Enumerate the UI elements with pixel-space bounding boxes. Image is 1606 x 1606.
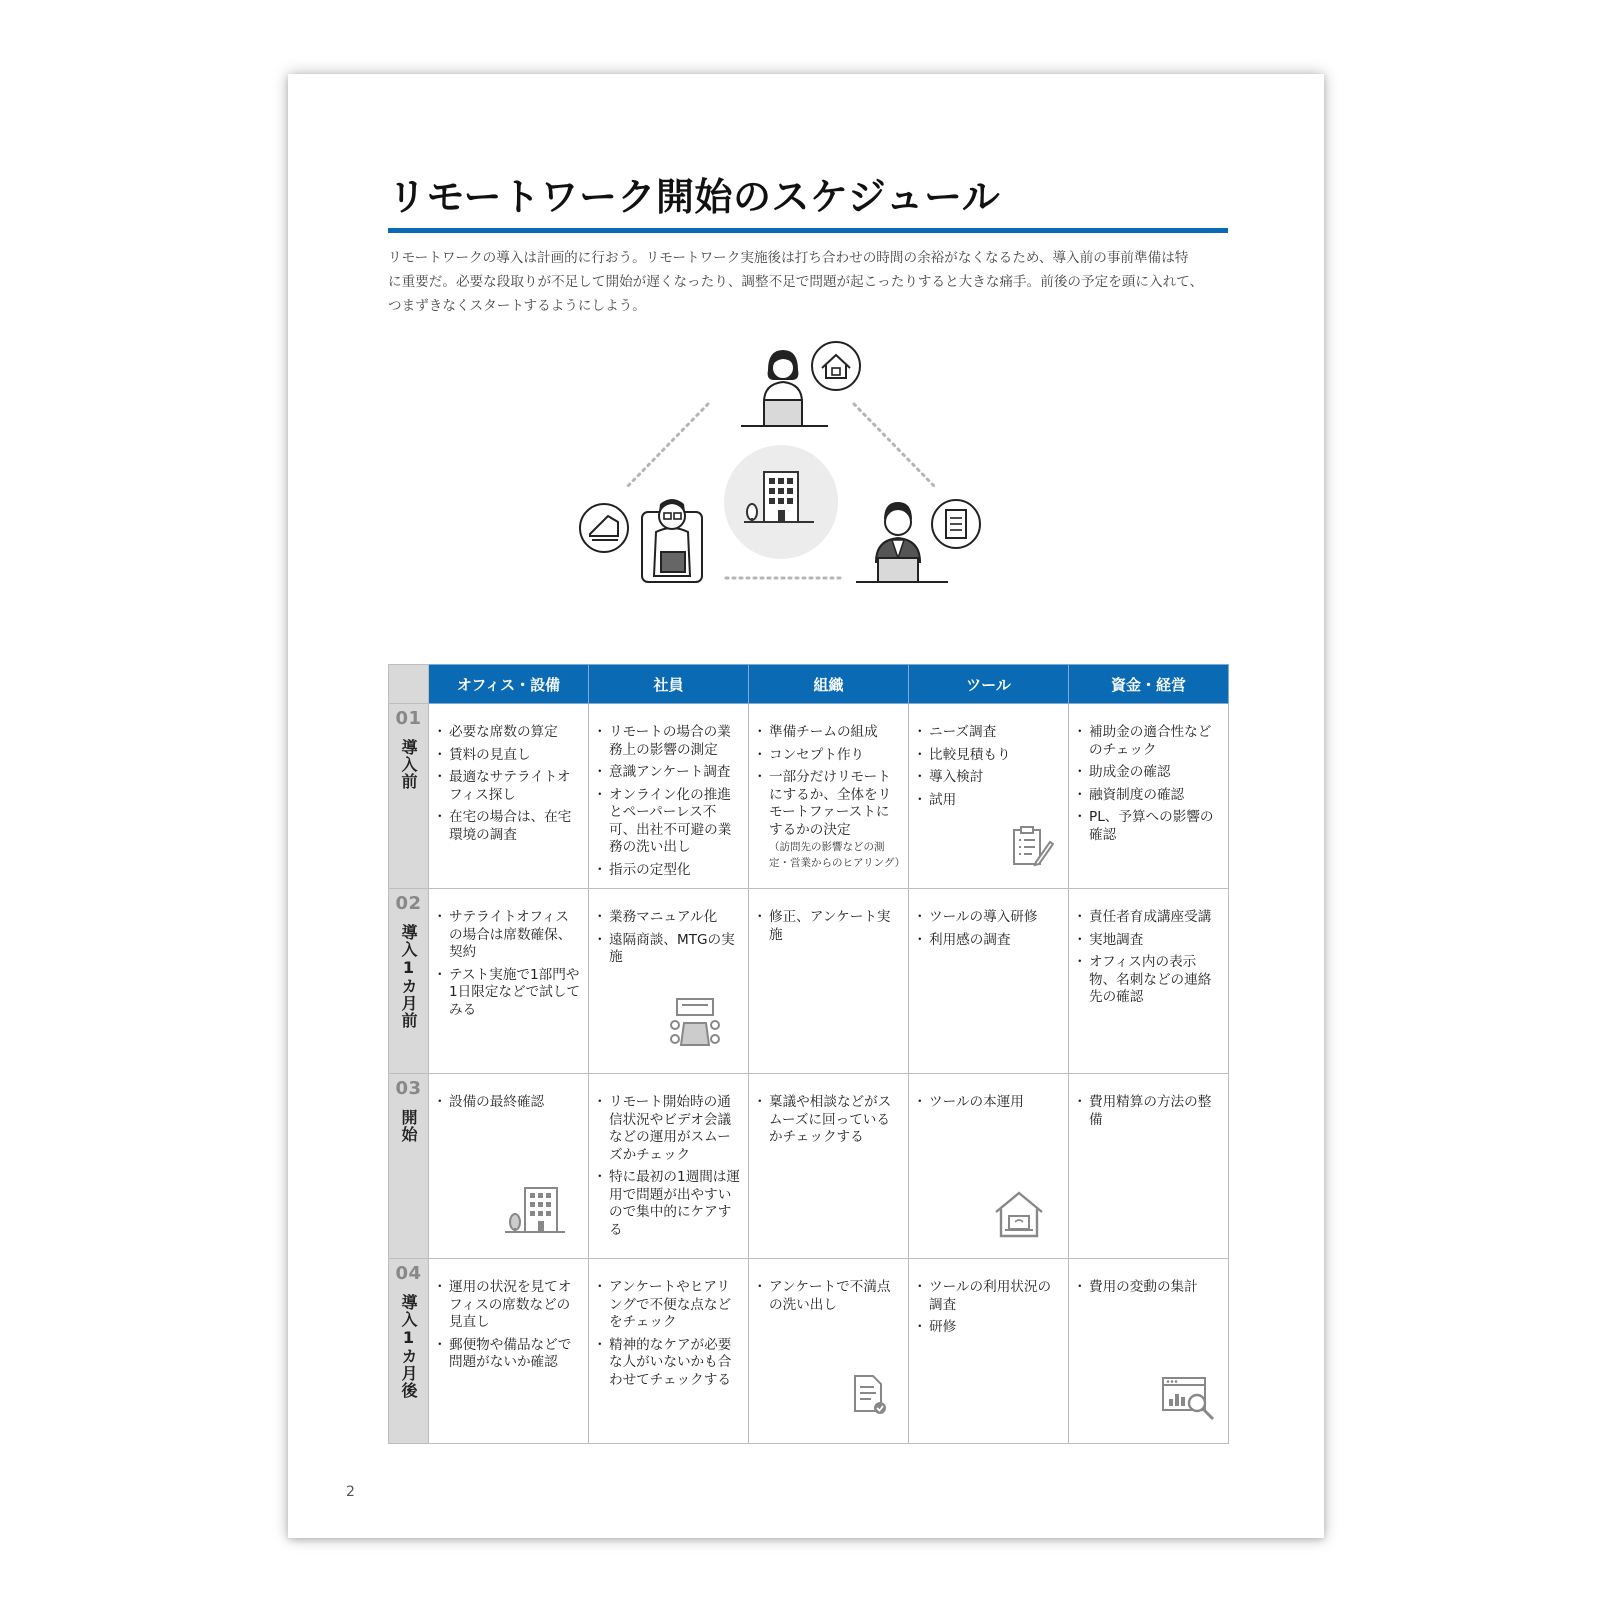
clipboard-checklist-icon <box>1008 824 1054 874</box>
phase-number: 04 <box>395 1263 422 1284</box>
cell-tools <box>909 1259 1069 1444</box>
column-header-tools: ツール <box>909 665 1069 704</box>
task-list <box>1069 1259 1228 1297</box>
phase-number: 01 <box>395 708 422 729</box>
task-text: 助成金の確認 <box>1089 764 1171 780</box>
phase-name: 導入1カ月前 <box>399 924 418 1029</box>
cell-finance <box>1069 1259 1229 1444</box>
task-text: 準備チームの組成 <box>769 724 878 740</box>
train-icon <box>580 504 628 552</box>
phase-label-cell <box>389 1259 429 1444</box>
task-item <box>919 724 1060 742</box>
task-item <box>599 1169 740 1239</box>
task-item <box>439 1337 580 1372</box>
task-text: 指示の定型化 <box>609 861 691 878</box>
task-item <box>759 769 906 871</box>
task-item <box>1079 1279 1220 1297</box>
task-text: 費用精算の方法の整備 <box>1089 1094 1212 1128</box>
task-text: ニーズ調査 <box>929 724 997 740</box>
intro-paragraph <box>388 246 1233 318</box>
phase-number: 02 <box>395 893 422 914</box>
task-list <box>589 1259 748 1389</box>
task-text: 補助金の適合性などのチェック <box>1089 724 1212 758</box>
task-item <box>1079 764 1220 782</box>
schedule-table <box>388 664 1229 1444</box>
task-item <box>919 909 1060 927</box>
page-title: リモートワーク開始のスケジュール <box>388 175 1001 219</box>
task-item <box>1079 954 1220 1007</box>
task-list <box>589 1074 748 1239</box>
task-item <box>759 909 900 944</box>
task-item <box>919 1094 1060 1112</box>
task-text: 導入検討 <box>929 769 984 785</box>
cell-organization <box>749 1074 909 1259</box>
task-text: コンセプト作り <box>769 746 865 763</box>
task-text: リモート開始時の通信状況やビデオ会議などの運用がスムーズかチェック <box>609 1094 732 1163</box>
task-text: 責任者育成講座受講 <box>1089 909 1212 925</box>
task-text: 在宅の場合は、在宅環境の調査 <box>449 809 572 843</box>
cell-staff <box>589 1074 749 1259</box>
task-text: 融資制度の確認 <box>1089 786 1185 803</box>
analytics-search-icon <box>1161 1375 1217 1425</box>
task-text: 最適なサテライトオフィス探し <box>449 769 571 803</box>
task-text: ツールの利用状況の調査 <box>929 1279 1052 1313</box>
meeting-table-icon <box>667 997 723 1057</box>
title-underline <box>388 228 1228 233</box>
document-page <box>288 74 1324 1538</box>
task-list <box>589 704 748 879</box>
task-text: 必要な席数の算定 <box>449 724 558 740</box>
task-item <box>599 909 740 927</box>
office-document-icon <box>932 500 980 548</box>
task-item <box>599 932 740 967</box>
task-list <box>909 1074 1068 1112</box>
task-text: 費用の変動の集計 <box>1089 1279 1198 1295</box>
task-item <box>599 1094 740 1164</box>
task-item <box>599 1337 740 1390</box>
task-text: 修正、アンケート実施 <box>769 909 891 943</box>
phase-name: 開始 <box>399 1109 418 1143</box>
home-laptop-icon <box>993 1190 1045 1244</box>
table-row <box>389 1259 1229 1444</box>
cell-organization <box>749 889 909 1074</box>
task-text: リモートの場合の業務上の影響の測定 <box>609 724 731 758</box>
task-text: 業務マニュアル化 <box>609 909 718 925</box>
cell-finance <box>1069 1074 1229 1259</box>
man-with-tablet-icon <box>642 499 702 582</box>
phase-name: 導入1カ月後 <box>399 1294 418 1399</box>
task-item <box>439 1094 580 1112</box>
document-check-icon <box>849 1373 889 1421</box>
task-item <box>599 764 740 782</box>
task-item <box>919 769 1060 787</box>
task-list <box>589 889 748 967</box>
task-text: 一部分だけリモートにするか、全体をリモートファーストにするかの決定 <box>769 769 892 838</box>
task-text: 設備の最終確認 <box>449 1094 545 1110</box>
remote-work-illustration <box>578 336 998 596</box>
task-item <box>439 1279 580 1332</box>
task-text: サテライトオフィスの場合は席数確保、契約 <box>449 909 572 960</box>
task-item <box>1079 787 1220 805</box>
table-row <box>389 889 1229 1074</box>
task-list <box>749 889 908 944</box>
intro-line: つまずきなくスタートするようにしよう。 <box>388 298 646 314</box>
column-header-finance: 資金・経営 <box>1069 665 1229 704</box>
task-text: オフィス内の表示物、名刺などの連絡先の確認 <box>1089 954 1212 1005</box>
task-text: 意識アンケート調査 <box>609 764 731 780</box>
task-text: 実地調査 <box>1089 931 1144 948</box>
task-note: （訪問先の影響などの測定・営業からのヒアリング） <box>769 841 906 869</box>
task-item <box>919 747 1060 765</box>
page-number: 2 <box>346 1484 355 1500</box>
table-row <box>389 1074 1229 1259</box>
task-list <box>429 704 588 844</box>
phase-label-cell <box>389 889 429 1074</box>
task-item <box>759 1094 900 1147</box>
cell-office <box>429 704 589 889</box>
cell-tools <box>909 1074 1069 1259</box>
task-text: 運用の状況を見てオフィスの席数などの見直し <box>449 1279 572 1330</box>
phase-number: 03 <box>395 1078 422 1099</box>
task-item <box>599 787 740 857</box>
task-item <box>759 1279 900 1314</box>
task-item <box>919 1279 1060 1314</box>
task-list <box>749 1074 908 1147</box>
phase-name: 導入前 <box>399 739 418 790</box>
task-item <box>599 862 740 880</box>
home-icon <box>812 342 860 390</box>
task-item <box>919 1319 1060 1337</box>
task-item <box>439 909 580 962</box>
task-list <box>1069 704 1228 844</box>
task-item <box>919 932 1060 950</box>
task-list <box>429 1259 588 1372</box>
task-item <box>1079 809 1220 844</box>
table-header-row <box>389 665 1229 704</box>
task-text: 研修 <box>929 1319 957 1335</box>
cell-finance <box>1069 704 1229 889</box>
cell-finance <box>1069 889 1229 1074</box>
task-list <box>909 704 1068 809</box>
phase-label-cell <box>389 1074 429 1259</box>
task-list <box>1069 889 1228 1007</box>
task-text: オンライン化の推進とペーパーレス不可、出社不可避の業務の洗い出し <box>609 786 732 855</box>
task-text: 遠隔商談、MTGの実施 <box>609 931 735 965</box>
cell-organization <box>749 704 909 889</box>
column-header-organization: 組織 <box>749 665 909 704</box>
cell-staff <box>589 889 749 1074</box>
intro-line: に重要だ。必要な段取りが不足して開始が遅くなったり、調整不足で問題が起こったりすると大きな痛手。前後の予定を頭に入れて、 <box>388 274 1204 290</box>
building-icon <box>503 1184 567 1240</box>
task-text: PL、予算への影響の確認 <box>1089 809 1214 843</box>
column-header-office: オフィス・設備 <box>429 665 589 704</box>
column-header-staff: 社員 <box>589 665 749 704</box>
cell-tools <box>909 704 1069 889</box>
task-item <box>1079 932 1220 950</box>
task-list <box>909 889 1068 949</box>
task-item <box>919 792 1060 810</box>
schedule-body <box>389 704 1229 1444</box>
task-list <box>909 1259 1068 1337</box>
task-text: 賃料の見直し <box>449 746 531 763</box>
task-list <box>429 1074 588 1112</box>
task-text: 精神的なケアが必要な人がいないかも合わせてチェックする <box>609 1336 732 1388</box>
task-text: 特に最初の1週間は運用で問題が出やすいので集中的にケアする <box>609 1169 740 1238</box>
cell-office <box>429 1074 589 1259</box>
task-item <box>439 747 580 765</box>
task-item <box>439 809 580 844</box>
cell-organization <box>749 1259 909 1444</box>
task-text: 比較見積もり <box>929 746 1011 763</box>
cell-office <box>429 1259 589 1444</box>
cell-office <box>429 889 589 1074</box>
task-text: ツールの導入研修 <box>929 909 1038 925</box>
task-item <box>1079 1094 1220 1129</box>
task-item <box>599 724 740 759</box>
cell-staff <box>589 704 749 889</box>
task-text: アンケートで不満点の洗い出し <box>769 1279 891 1313</box>
task-item <box>759 724 900 742</box>
task-text: 郵便物や備品などで問題がないか確認 <box>449 1336 572 1370</box>
task-item <box>599 1279 740 1332</box>
task-item <box>1079 724 1220 759</box>
task-item <box>439 724 580 742</box>
table-row <box>389 704 1229 889</box>
task-text: 試用 <box>929 791 957 808</box>
cell-tools <box>909 889 1069 1074</box>
phase-label-cell <box>389 704 429 889</box>
task-text: 利用感の調査 <box>929 931 1011 948</box>
task-text: テスト実施で1部門や1日限定などで試してみる <box>449 966 580 1018</box>
task-item <box>1079 909 1220 927</box>
task-list <box>429 889 588 1019</box>
task-list <box>1069 1074 1228 1129</box>
task-list <box>749 1259 908 1314</box>
office-building-icon <box>724 445 838 559</box>
intro-line: リモートワークの導入は計画的に行おう。リモートワーク実施後は打ち合わせの時間の余裕がなくなるため、導入前の事前準備は特 <box>388 250 1189 266</box>
task-item <box>759 747 900 765</box>
task-text: 稟議や相談などがスムーズに回っているかチェックする <box>769 1094 892 1145</box>
cell-staff <box>589 1259 749 1444</box>
task-item <box>439 967 580 1020</box>
task-text: アンケートやヒアリングで不便な点などをチェック <box>609 1279 732 1330</box>
task-list <box>749 704 908 871</box>
task-item <box>439 769 580 804</box>
table-corner <box>389 665 429 704</box>
task-text: ツールの本運用 <box>929 1094 1024 1110</box>
